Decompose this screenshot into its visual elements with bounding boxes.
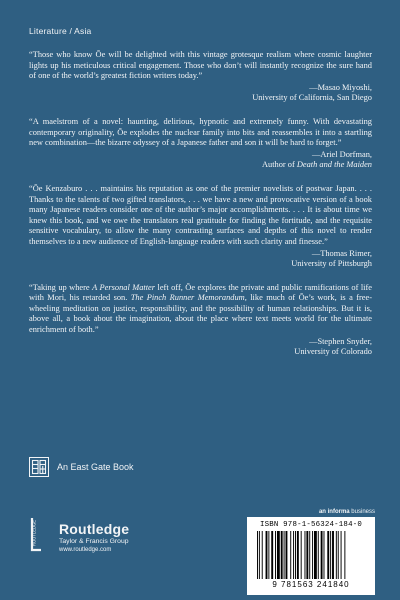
attribution-name: —Masao Miyoshi,: [309, 82, 372, 92]
barcode-bar: [309, 531, 310, 579]
publisher-text: [59, 516, 129, 554]
barcode-bar: [266, 531, 268, 579]
book-title-italic: A Personal Matter: [92, 282, 156, 292]
barcode-digits: 9 781563 241840: [272, 580, 350, 589]
quote-text-part: like much of Ōe’s work, is a free-wheeling meditation on justice, responsibility, and the possibility of human relationships. But it is, above all, a book about the imagination, about the place where text meets world for the ultimate enrichment of both.”: [29, 293, 373, 335]
east-gate-label: An East Gate Book: [57, 462, 134, 472]
barcode-bar: [262, 531, 263, 579]
barcode-bar: [327, 531, 329, 579]
isbn-text: ISBN 978-1-56324-184-0: [260, 521, 362, 529]
barcode-bar: [338, 531, 339, 579]
quote-dorfman: [29, 117, 372, 171]
attribution-work-title: Death and the Maiden: [296, 160, 372, 170]
publisher-url: www.routledge.com: [59, 547, 112, 553]
barcode-bar: [305, 531, 306, 579]
quote-text: “Those who know Ōe will be delighted with this vintage grotesque realism where cosmic laughter lights up his meticulous critical engagement. Those who don’t will instantly recognize the sure hand of one of the world’s greatest fiction writers today.”: [29, 50, 372, 81]
barcode-bar: [275, 531, 276, 579]
attribution-affiliation: [29, 160, 372, 171]
category-label: Literature / Asia: [29, 26, 92, 36]
barcode-bar: [324, 531, 325, 579]
quote-text: “Ōe Kenzaburo . . . maintains his reputation as one of the premier novelists of postwar Japan. . . . Thanks to the talents of two gifted translators, . . . we have a new and provocative version of a book many Japanese readers consider one of the author’s major accomplishments. . . . It is about time we knew this book, and we owe the translators real gratitude for finding the fortitude, and the requisite sensitive vocabulary, to allow the many contrasting surfaces and depths of this novel to render themselves to a new audience of English-language readers with such clarity and finesse.”: [29, 183, 372, 246]
quote-text: “A maelstrom of a novel: haunting, delirious, hypnotic and extremely funny. With devastating contemporary originality, Ōe explodes the nuclear family into bits and reassembles it into a startling new combination—the bizarre odyssey of a Japanese father and son it will be hard to forget.”: [29, 116, 372, 148]
barcode-bar: [297, 531, 299, 579]
review-quotes: [29, 50, 372, 371]
barcode-bar: [281, 531, 283, 579]
barcode-bar: [330, 531, 331, 579]
quote-attribution: [29, 249, 372, 270]
east-gate-seal-glyph: [31, 459, 47, 475]
quote-snyder: [29, 283, 372, 358]
book-title-italic: The Pinch Runner Memorandum,: [130, 293, 247, 303]
publisher-name: Routledge: [59, 521, 130, 537]
attribution-name: —Ariel Dorfman,: [311, 149, 372, 159]
attribution-name: —Stephen Snyder,: [309, 336, 372, 346]
quote-text-part: left off, Ōe explores the private and public ramifications of life with Mori, his retarded son.: [29, 282, 372, 303]
publisher-logo: [29, 516, 129, 556]
barcode-bar: [301, 531, 302, 579]
barcode-bar: [257, 531, 258, 579]
barcode-box: [247, 517, 375, 595]
barcode-bar: [336, 531, 337, 579]
informa-bold: an informa: [318, 509, 350, 515]
barcode-bar: [332, 531, 334, 579]
east-gate-seal-icon: [29, 457, 49, 477]
attribution-affiliation: University of Pittsburgh: [291, 259, 372, 269]
barcode-bar: [321, 531, 323, 579]
quote-attribution: [29, 337, 372, 358]
barcode-bar: [259, 531, 260, 579]
barcode-bar: [290, 531, 291, 579]
barcode-bar: [293, 531, 294, 579]
barcode-bar: [286, 531, 288, 579]
quote-rimer: [29, 184, 372, 270]
barcode-bar: [341, 531, 342, 579]
publisher-subtitle: Taylor & Francis Group: [59, 538, 129, 545]
barcode-bar: [271, 531, 273, 579]
barcode-bar: [277, 531, 280, 579]
informa-rest: business: [349, 509, 375, 515]
quote-miyoshi: [29, 50, 372, 104]
quote-text: [29, 283, 372, 336]
routledge-logo-icon: [29, 516, 53, 556]
quote-attribution: [29, 150, 372, 171]
attribution-affiliation: University of California, San Diego: [252, 93, 372, 103]
barcode-area: [247, 509, 375, 595]
attribution-prefix: Author of: [261, 160, 297, 170]
barcode-bar: [268, 531, 269, 579]
barcode-bar: [295, 531, 296, 579]
informa-label: [247, 509, 375, 515]
attribution-name: —Thomas Rimer,: [311, 248, 372, 258]
barcode-bars-icon: [253, 531, 369, 581]
barcode-bar: [344, 531, 345, 579]
barcode-bar: [284, 531, 285, 579]
barcode-bar: [318, 531, 319, 579]
attribution-affiliation: University of Colorado: [294, 347, 372, 357]
east-gate-book: [29, 457, 134, 477]
quote-text-part: “Taking up where: [29, 282, 93, 292]
barcode-bar: [306, 531, 308, 579]
barcode-bar: [314, 531, 317, 579]
quote-attribution: [29, 83, 372, 104]
routledge-vertical-mark: ROUTLEDGE: [31, 519, 37, 546]
barcode-bar: [312, 531, 313, 579]
